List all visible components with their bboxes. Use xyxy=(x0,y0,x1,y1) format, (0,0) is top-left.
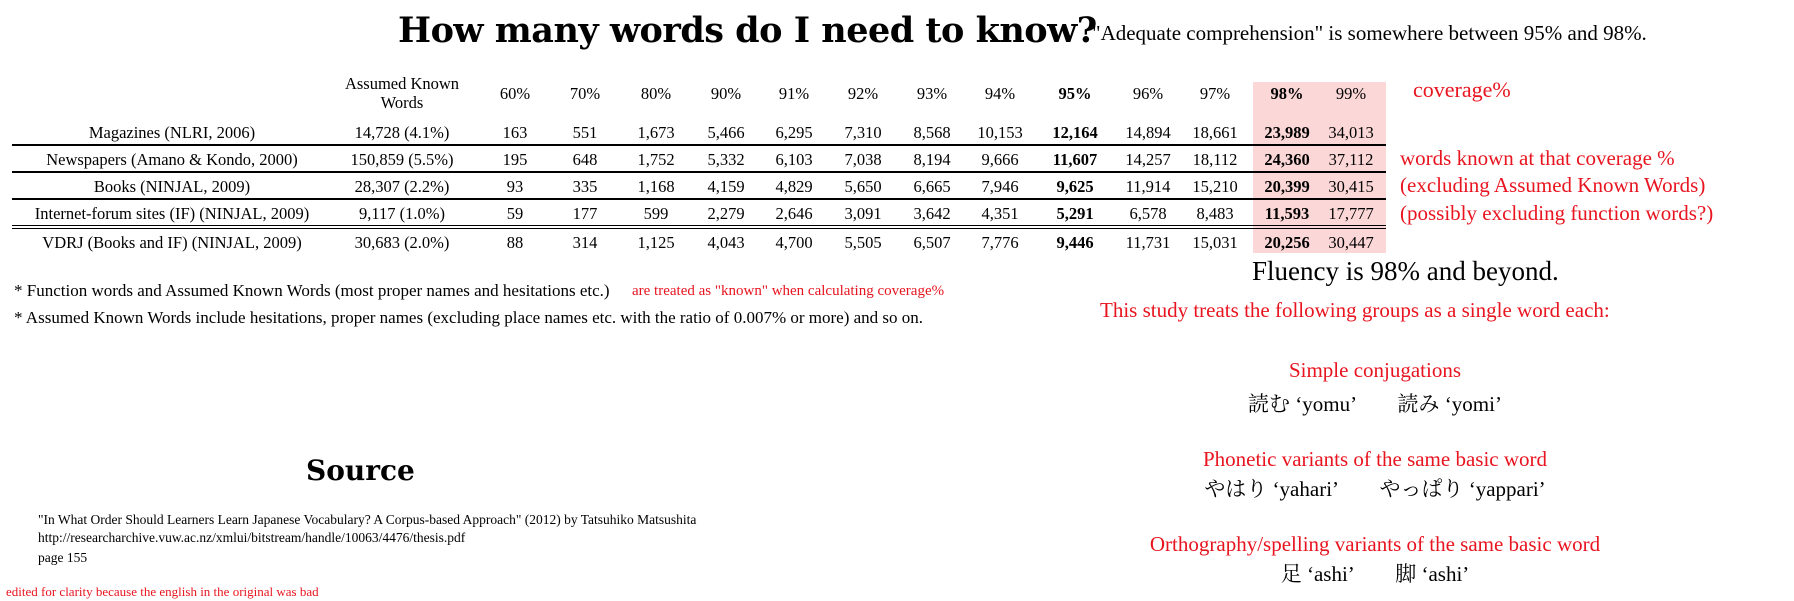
coverage-cell: 314 xyxy=(572,233,598,252)
coverage-cell: 1,168 xyxy=(637,177,675,196)
words-known-line: words known at that coverage % xyxy=(1400,146,1675,170)
source-citation: "In What Order Should Learners Learn Japanese Vocabulary? A Corpus-based Approach" (2012) by Tatsuhiko Matsushita xyxy=(38,512,697,527)
source-heading: Source xyxy=(306,454,415,487)
assumed-known-cell: 30,683 (2.0%) xyxy=(354,233,450,252)
coverage-cell: 30,415 xyxy=(1328,177,1374,196)
coverage-cell: 37,112 xyxy=(1328,150,1374,169)
coverage-header: 90% xyxy=(710,84,742,103)
coverage-cell: 5,466 xyxy=(707,123,745,142)
coverage-cell: 3,091 xyxy=(844,204,882,223)
coverage-cell: 18,112 xyxy=(1192,150,1238,169)
coverage-cell: 5,505 xyxy=(844,233,882,252)
table-row-label: Magazines (NLRI, 2006) xyxy=(88,123,256,142)
coverage-cell: 6,578 xyxy=(1129,204,1167,223)
group-title: Phonetic variants of the same basic word xyxy=(1202,447,1548,471)
source-page: page 155 xyxy=(38,550,88,565)
coverage-cell: 20,399 xyxy=(1264,177,1310,196)
edited-note: edited for clarity because the english in the original was bad xyxy=(6,584,319,599)
coverage-cell: 5,332 xyxy=(707,150,745,169)
coverage-cell: 3,642 xyxy=(913,204,951,223)
coverage-cell: 6,295 xyxy=(775,123,813,142)
coverage-cell: 93 xyxy=(506,177,524,196)
coverage-cell: 2,279 xyxy=(707,204,745,223)
table-rule xyxy=(12,225,1386,229)
coverage-cell: 11,593 xyxy=(1264,204,1310,223)
footnote-assumed-known: * Assumed Known Words include hesitations, proper names (excluding place names etc. with the ratio of 0.007% or more) and so on. xyxy=(14,308,924,327)
coverage-cell: 4,700 xyxy=(775,233,813,252)
coverage-cell: 15,031 xyxy=(1192,233,1238,252)
coverage-cell: 17,777 xyxy=(1328,204,1374,223)
coverage-cell: 648 xyxy=(572,150,598,169)
table-rule xyxy=(12,198,1386,200)
coverage-header: 94% xyxy=(984,84,1016,103)
coverage-header: 93% xyxy=(916,84,948,103)
coverage-cell: 20,256 xyxy=(1264,233,1310,252)
coverage-cell: 5,650 xyxy=(844,177,882,196)
coverage-cell: 11,914 xyxy=(1125,177,1171,196)
group-title: Orthography/spelling variants of the same basic word xyxy=(1149,532,1601,556)
coverage-cell: 6,103 xyxy=(775,150,813,169)
coverage-header: 91% xyxy=(778,84,810,103)
coverage-cell: 4,043 xyxy=(707,233,745,252)
coverage-cell: 7,946 xyxy=(981,177,1019,196)
coverage-cell: 10,153 xyxy=(977,123,1023,142)
coverage-cell: 9,666 xyxy=(981,150,1019,169)
assumed-known-cell: 28,307 (2.2%) xyxy=(354,177,450,196)
study-intro: This study treats the following groups as a single word each: xyxy=(1100,298,1610,322)
table-row-label: VDRJ (Books and IF) (NINJAL, 2009) xyxy=(42,233,302,252)
coverage-cell: 4,159 xyxy=(707,177,745,196)
coverage-cell: 59 xyxy=(506,204,524,223)
coverage-cell: 8,194 xyxy=(913,150,951,169)
coverage-cell: 195 xyxy=(502,150,528,169)
adequate-comprehension-note: "Adequate comprehension" is somewhere between 95% and 98%. xyxy=(1092,21,1647,45)
coverage-cell: 9,625 xyxy=(1056,177,1094,196)
coverage-header: 92% xyxy=(847,84,879,103)
table-row-label: Internet-forum sites (IF) (NINJAL, 2009) xyxy=(34,204,310,223)
coverage-header: 60% xyxy=(499,84,531,103)
coverage-cell: 1,673 xyxy=(637,123,675,142)
coverage-cell: 14,894 xyxy=(1125,123,1171,142)
coverage-cell: 4,829 xyxy=(775,177,813,196)
coverage-cell: 15,210 xyxy=(1192,177,1238,196)
coverage-header: 99% xyxy=(1335,84,1367,103)
coverage-cell: 88 xyxy=(506,233,524,252)
coverage-header: 70% xyxy=(569,84,601,103)
coverage-cell: 7,038 xyxy=(844,150,882,169)
words-known-line: (possibly excluding function words?) xyxy=(1400,201,1714,225)
table-rule xyxy=(12,171,1386,173)
coverage-cell: 12,164 xyxy=(1052,123,1098,142)
coverage-cell: 8,568 xyxy=(913,123,951,142)
group-example: 足 ‘ashi’ 脚 ‘ashi’ xyxy=(1280,562,1470,586)
coverage-cell: 7,776 xyxy=(981,233,1019,252)
coverage-cell: 14,257 xyxy=(1125,150,1171,169)
coverage-cell: 2,646 xyxy=(775,204,813,223)
table-rule xyxy=(12,144,1386,146)
header-assumed-known: Assumed Known xyxy=(344,74,460,93)
coverage-label: coverage% xyxy=(1413,77,1511,102)
coverage-cell: 18,661 xyxy=(1192,123,1238,142)
assumed-known-cell: 14,728 (4.1%) xyxy=(354,123,450,142)
coverage-header: 97% xyxy=(1199,84,1231,103)
coverage-header: 95% xyxy=(1058,84,1092,103)
assumed-known-cell: 9,117 (1.0%) xyxy=(359,204,445,223)
assumed-known-cell: 150,859 (5.5%) xyxy=(350,150,454,169)
coverage-cell: 24,360 xyxy=(1264,150,1310,169)
coverage-cell: 30,447 xyxy=(1328,233,1374,252)
group-title: Simple conjugations xyxy=(1288,358,1462,382)
source-url: http://researcharchive.vuw.ac.nz/xmlui/bitstream/handle/10063/4476/thesis.pdf xyxy=(38,530,466,545)
page-title: How many words do I need to know? xyxy=(398,10,1097,51)
footnote-known-red: are treated as "known" when calculating coverage% xyxy=(632,283,945,299)
coverage-header: 98% xyxy=(1270,84,1304,103)
table-row-label: Newspapers (Amano & Kondo, 2000) xyxy=(46,150,298,169)
group-example: 読む ‘yomu’ 読み ‘yomi’ xyxy=(1248,392,1502,416)
coverage-cell: 1,752 xyxy=(637,150,675,169)
coverage-cell: 177 xyxy=(572,204,598,223)
coverage-cell: 163 xyxy=(502,123,528,142)
fluency-statement: Fluency is 98% and beyond. xyxy=(1252,256,1559,286)
header-assumed-known: Words xyxy=(380,93,424,112)
coverage-cell: 34,013 xyxy=(1328,123,1374,142)
coverage-cell: 6,507 xyxy=(913,233,951,252)
coverage-cell: 11,731 xyxy=(1125,233,1171,252)
coverage-cell: 6,665 xyxy=(913,177,951,196)
coverage-cell: 11,607 xyxy=(1052,150,1098,169)
coverage-cell: 5,291 xyxy=(1056,204,1094,223)
words-known-line: (excluding Assumed Known Words) xyxy=(1400,173,1706,197)
table-row-label: Books (NINJAL, 2009) xyxy=(93,177,251,196)
coverage-cell: 8,483 xyxy=(1196,204,1234,223)
coverage-header: 80% xyxy=(640,84,672,103)
coverage-header: 96% xyxy=(1132,84,1164,103)
coverage-cell: 599 xyxy=(643,204,669,223)
coverage-cell: 7,310 xyxy=(844,123,882,142)
coverage-cell: 335 xyxy=(572,177,598,196)
coverage-cell: 551 xyxy=(572,123,598,142)
coverage-cell: 4,351 xyxy=(981,204,1019,223)
group-example: やはり ‘yahari’ やっぱり ‘yappari’ xyxy=(1204,477,1546,501)
footnote-function-words: * Function words and Assumed Known Words (most proper names and hesitations etc.) xyxy=(14,281,610,300)
coverage-cell: 9,446 xyxy=(1056,233,1094,252)
coverage-cell: 1,125 xyxy=(637,233,675,252)
coverage-cell: 23,989 xyxy=(1264,123,1310,142)
